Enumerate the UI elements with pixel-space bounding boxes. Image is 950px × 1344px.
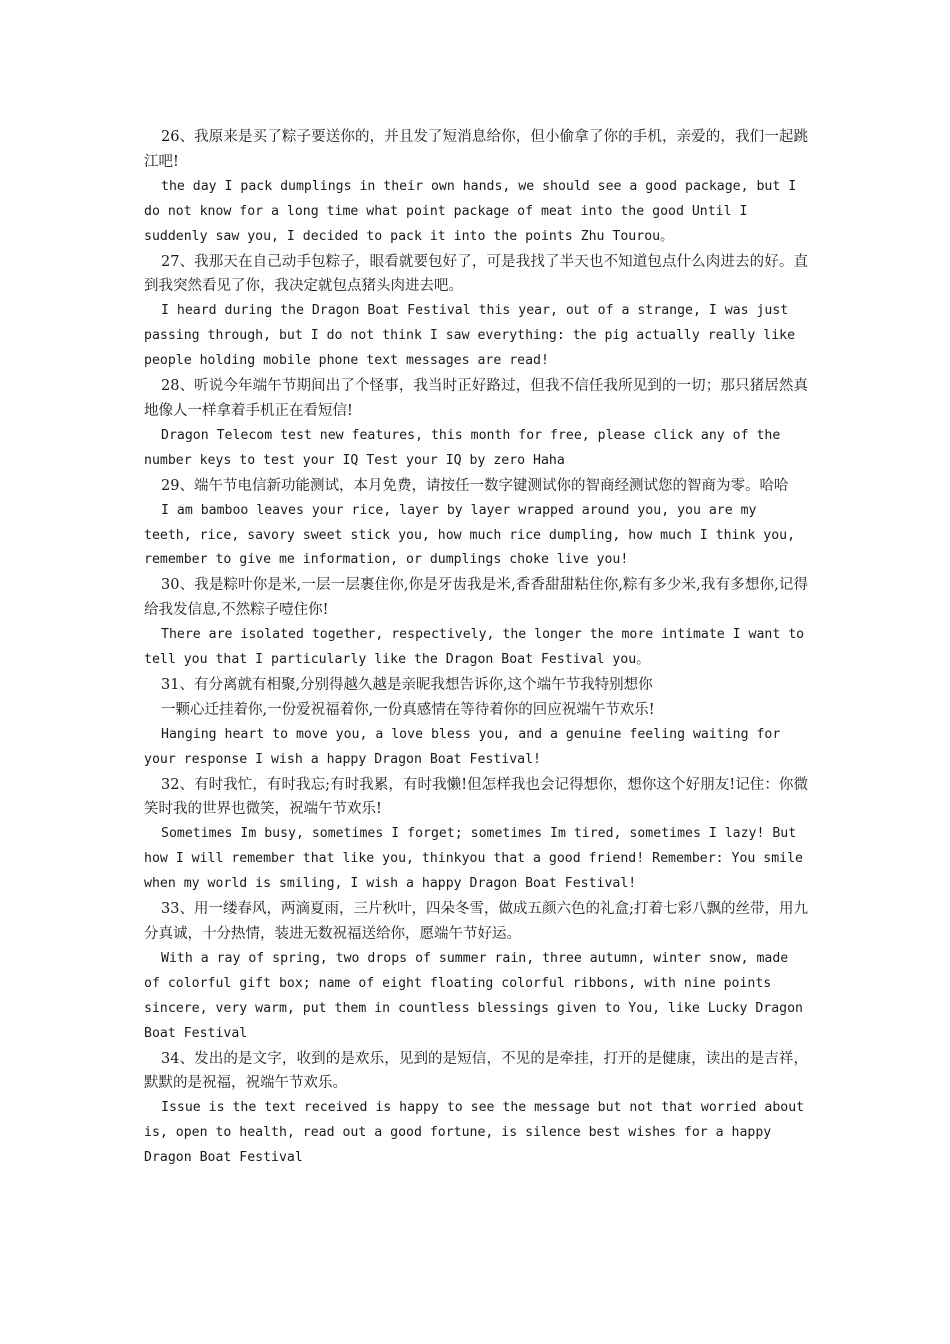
paragraph-en-28: Dragon Telecom test new features, this month for free, please click any of the number keys to test your IQ Test your IQ by zero Haha [144, 427, 781, 468]
paragraph-en-27: I heard during the Dragon Boat Festival this year, out of a strange, I was just passing through, but I do not think I saw everything: the pig actually really like people holding mobile phone text messages are read! [144, 303, 796, 369]
paragraph-zh-34: 34、发出的是文字，收到的是欢乐，见到的是短信，不见的是牵挂，打开的是健康，读出的是吉祥，默默的是祝福，祝端午节欢乐。 [144, 1050, 808, 1092]
paragraph-zh-29: 29、端午节电信新功能测试，本月免费，请按任一数字键测试你的智商经测试您的智商为零。哈哈 [161, 477, 789, 494]
paragraph-zh-32: 32、有时我忙，有时我忘;有时我累，有时我懒!但怎样我也会记得想你，想你这个好朋友!记住：你微笑时我的世界也微笑，祝端午节欢乐! [144, 776, 808, 818]
paragraph-zh-31b: 一颗心迁挂着你,一份爱祝福着你,一份真感情在等待着你的回应祝端午节欢乐! [161, 701, 655, 718]
paragraph-zh-26: 26、我原来是买了粽子要送你的，并且发了短消息给你，但小偷拿了你的手机，亲爱的，我们一起跳江吧! [144, 129, 808, 170]
document-body [144, 125, 808, 1171]
paragraph-en-31: Hanging heart to move you, a love bless you, and a genuine feeling waiting for your response I wish a happy Dragon Boat Festival! [144, 726, 781, 767]
paragraph-en-33: With a ray of spring, two drops of summer rain, three autumn, winter snow, made of colorful gift box; name of eight floating colorful ribbons, with nine points sincere, very warm, put them in countless blessings given to You, like Lucky Dragon Boat Festival [144, 950, 803, 1041]
paragraph-zh-28: 28、听说今年端午节期间出了个怪事，我当时正好路过，但我不信任我所见到的一切；那只猪居然真地像人一样拿着手机正在看短信! [144, 378, 808, 419]
paragraph-zh-27: 27、我那天在自己动手包粽子，眼看就要包好了，可是我找了半天也不知道包点什么肉进去的好。直到我突然看见了你，我决定就包点猪头肉进去吧。 [144, 253, 808, 295]
paragraph-en-26: the day I pack dumplings in their own hands, we should see a good package, but I do not know for a long time what point package of meat into the good Until I suddenly saw you, I decided to pack it into the points Zhu Tourou。 [144, 178, 797, 244]
paragraph-zh-30: 30、我是粽叶你是米,一层一层裹住你,你是牙齿我是米,香香甜甜粘住你,粽有多少米,我有多想你,记得给我发信息,不然粽子噎住你! [144, 577, 808, 619]
paragraph-en-34: Issue is the text received is happy to see the message but not that worried about is, open to health, read out a good fortune, is silence best wishes for a happy Dragon Boat Festival [144, 1100, 805, 1166]
paragraph-zh-33: 33、用一缕春风，两滴夏雨，三片秋叶，四朵冬雪，做成五颜六色的礼盒;打着七彩八飘的丝带，用九分真诚，十分热情，装进无数祝福送给你，愿端午节好运。 [144, 901, 808, 942]
paragraph-zh-31: 31、有分离就有相聚,分别得越久越是亲昵我想告诉你,这个端午节我特别想你 [161, 676, 653, 693]
paragraph-en-30: There are isolated together, respectively, the longer the more intimate I want to tell you that I particularly like the Dragon Boat Festival you。 [144, 627, 805, 668]
paragraph-en-32: Sometimes Im busy, sometimes I forget; sometimes Im tired, sometimes I lazy! But how I will remember that like you, thinkyou that a good friend! Remember: You smile when my world is smiling, I wish a happy Dragon Boat Festival! [144, 826, 803, 892]
paragraph-en-29: I am bamboo leaves your rice, layer by layer wrapped around you, you are my teeth, rice, savory sweet stick you, how much rice dumpling, how much I think you, remember to give me information, or dumplings choke live you! [144, 502, 796, 568]
